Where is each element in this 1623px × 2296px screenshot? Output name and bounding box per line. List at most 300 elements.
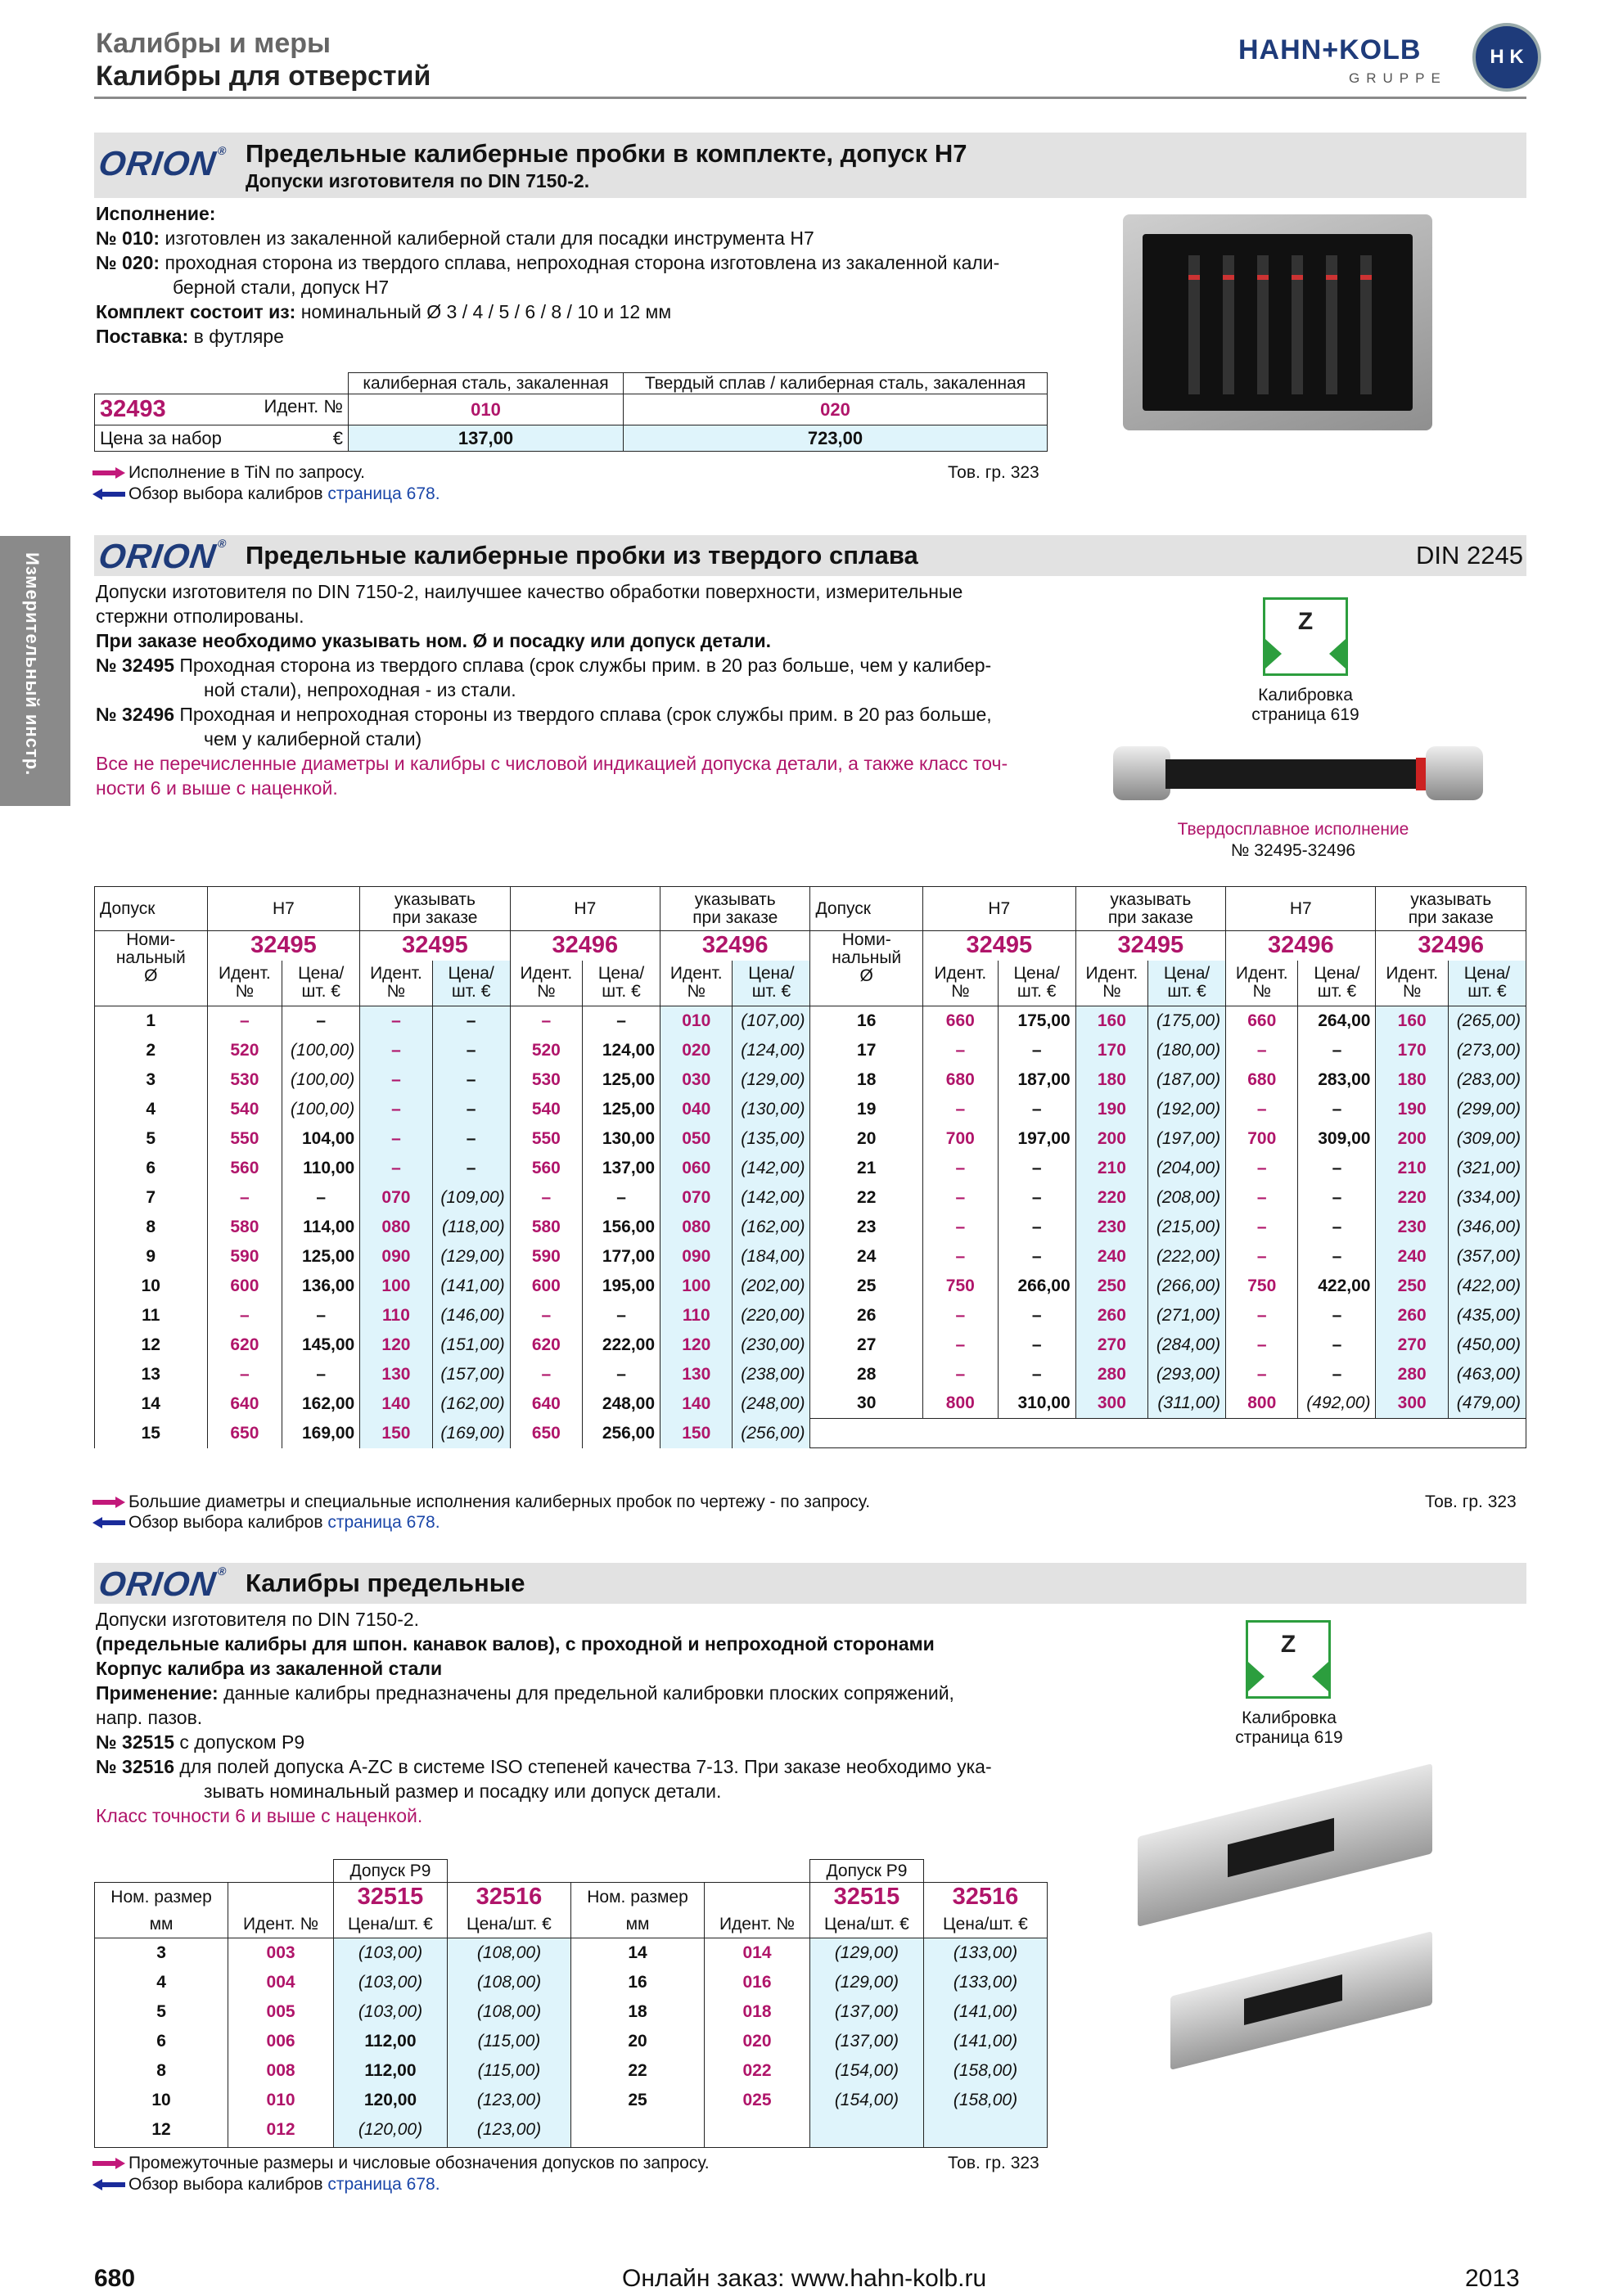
section1-description: Исполнение: № 010: изготовлен из закаленной калиберной стали для посадки инструмента H7 № 020: проходная сторона из твердого сплава, непроходная сторона изготовлена из закаленной кали- берной стали, допуск H7 Комплект состоит из: номинальный Ø 3 / 4 / 5 / 6 / 8 / 10 и 12 мм Поставка: в футляре [96,203,1000,347]
price-value: (311,00) [1148,1389,1226,1419]
price-value: – [1298,1360,1376,1389]
ident-number: 240 [1376,1242,1448,1272]
price-value: (141,00) [923,1997,1047,2027]
article-number: 32516 [447,1883,570,1912]
nominal-size: 10 [95,1272,208,1301]
ident-number: 200 [1075,1124,1147,1154]
col-header-price: Цена/ шт. € [583,961,660,1006]
col-header-tolerance: Допуск P9 [333,1860,447,1883]
section2-group: Тов. гр. 323 [1425,1492,1517,1511]
price-value: (154,00) [809,2056,923,2086]
table-row [95,1997,1048,2027]
table-cell [705,2145,810,2148]
ident-number: 130 [360,1360,432,1389]
price-value: (299,00) [1448,1095,1526,1124]
ident-number: 270 [1376,1330,1448,1360]
section3-description: Допуски изготовителя по DIN 7150-2. (предельные калибры для шпон. канавок валов), с проходной и непроходной сторонами Корпус калибра из закаленной стали Применение: данные калибры предназначены для предельной калибровки плоских сопряжений, напр. пазов. № 32515 с допуском P9 № 32516 для полей допуска A-ZC в системе ISO степеней качества 7-13. При заказе необходимо ука- зывать номинальный размер и посадку или допуск детали. Класс точности 6 и выше с наценкой. [96,1609,992,1826]
nominal-size: 4 [95,1968,228,1997]
table-row [95,1124,1526,1154]
price-value: (187,00) [1148,1065,1226,1095]
nominal-size: 9 [95,1242,208,1272]
price-value: (162,00) [733,1213,810,1242]
ident-number: 750 [922,1272,998,1301]
table-cell [809,2115,923,2145]
ident-number: 050 [660,1124,733,1154]
price-value: (115,00) [447,2027,570,2056]
price-value: – [998,1301,1075,1330]
col-header-ident: Идент. № [510,961,582,1006]
col-header-price: Цена/шт. € [809,1912,923,1938]
ident-number: – [1226,1183,1298,1213]
price-value: (184,00) [733,1242,810,1272]
price-value: – [583,1183,660,1213]
ident-number: 260 [1376,1301,1448,1330]
ident-number: 580 [207,1213,282,1242]
price-value: – [282,1301,360,1330]
price-value: – [583,1360,660,1389]
col-header-tolerance: Допуск [95,887,208,931]
col-header-unit: мм [570,1912,704,1938]
price-value: (450,00) [1448,1330,1526,1360]
ident-number: 620 [207,1330,282,1360]
nominal-size: 8 [95,2056,228,2086]
ident-number: – [207,1006,282,1036]
price-value: (273,00) [1448,1036,1526,1065]
table-cell [570,1860,809,1883]
table-cell [228,1883,334,1912]
ident-number: 210 [1376,1154,1448,1183]
col-header-unit: мм [95,1912,228,1938]
nominal-size: 22 [570,2056,704,2086]
ident-number: 040 [660,1095,733,1124]
ident-number: 110 [360,1301,432,1330]
table-row [95,1095,1526,1124]
col-header-nominal: Ном. размер [570,1883,704,1912]
ident-number: – [360,1065,432,1095]
nominal-size: 12 [95,2115,228,2145]
price-value: (142,00) [733,1154,810,1183]
table-cell [923,2145,1047,2148]
ident-number: 180 [1075,1065,1147,1095]
ident-number: 800 [1226,1389,1298,1419]
orion-logo: ORION® [96,144,228,182]
article-number: 32496 [1226,931,1376,961]
ident-number: 280 [1376,1360,1448,1389]
ident-number: 700 [922,1124,998,1154]
section3-note-sizes: Промежуточные размеры и числовые обозначения допусков по запросу. [92,2154,710,2173]
table-row [95,1006,1526,1036]
ident-number: 680 [1226,1065,1298,1095]
ident-number: 090 [660,1242,733,1272]
col-header-ident: Идент. № [360,961,432,1006]
brand-logo: HAHN+KOLB GRUPPE H K [1238,23,1541,93]
nominal-size: 30 [810,1389,923,1419]
ident-number: 680 [922,1065,998,1095]
nominal-size: 14 [570,1938,704,1968]
price-value: (109,00) [432,1183,510,1213]
price-value: 162,00 [282,1389,360,1419]
ident-number: 018 [705,1997,810,2027]
ident-number: 550 [510,1124,582,1154]
price-value: 256,00 [583,1419,660,1448]
price-value: 136,00 [282,1272,360,1301]
arrow-right-icon [92,1497,125,1508]
nominal-size: 20 [810,1124,923,1154]
article-number: 32515 [809,1883,923,1912]
nominal-size: 11 [95,1301,208,1330]
price-value: (100,00) [282,1095,360,1124]
set-price-table: калиберная сталь, закаленная Твердый сплав / калиберная сталь, закаленная 32493 Идент. № 010 020 Цена за набор € 137,00 723,00 [94,372,1048,452]
price-value: (293,00) [1148,1360,1226,1389]
ident-number: – [922,1154,998,1183]
col-header-tolerance: Допуск [810,887,923,931]
nominal-size: 18 [570,1997,704,2027]
ident-number: 010 [228,2086,334,2115]
ident-number: – [360,1095,432,1124]
ident-number: 030 [660,1065,733,1095]
price-value: (151,00) [432,1330,510,1360]
price-value: (158,00) [923,2086,1047,2115]
ident-number: 250 [1376,1272,1448,1301]
col-header-tolerance: H7 [510,887,660,931]
price-value: (215,00) [1148,1213,1226,1242]
price-value: (162,00) [432,1389,510,1419]
online-order-link[interactable]: Онлайн заказ: www.hahn-kolb.ru [622,2265,987,2292]
side-tab[interactable]: Измерительный инстр. [0,536,70,806]
orion-logo: ORION® [96,1564,228,1603]
price-value: – [432,1006,510,1036]
ident-number: – [207,1183,282,1213]
calibration-caption[interactable]: Калибровка страница 619 [1235,1708,1343,1747]
table-row [95,1154,1526,1183]
ident-number: 080 [360,1213,432,1242]
price-value: 264,00 [1298,1006,1376,1036]
nominal-size: 12 [95,1330,208,1360]
section3-note-link[interactable]: Обзор выбора калибров страница 678. [92,2175,440,2195]
price-value: (108,00) [447,1938,570,1968]
ident-number: 090 [360,1242,432,1272]
price-value: 283,00 [1298,1065,1376,1095]
price-value: (204,00) [1148,1154,1226,1183]
nominal-size: 28 [810,1360,923,1389]
ident-number: 520 [207,1036,282,1065]
nominal-size: 16 [570,1968,704,1997]
col-header-price: Цена/шт. € [333,1912,447,1938]
carbide-gauge-image [1113,745,1483,802]
table-row [95,1272,1526,1301]
nominal-size: 24 [810,1242,923,1272]
price-value: (123,00) [447,2086,570,2115]
price-value: (266,00) [1148,1272,1226,1301]
ident-number: 800 [922,1389,998,1419]
price-value: – [1298,1242,1376,1272]
ident-number: 700 [1226,1124,1298,1154]
price-value: (154,00) [809,2086,923,2115]
ident-number: – [360,1006,432,1036]
carbide-image-caption: Твердосплавное исполнение № 32495-32496 [1177,820,1409,860]
price-value: (158,00) [923,2056,1047,2086]
nominal-size: 3 [95,1065,208,1095]
col-header-tolerance: указывать при заказе [360,887,510,931]
ident-number: – [1226,1301,1298,1330]
price-value: – [998,1360,1075,1389]
article-number: 32495 [360,931,510,961]
nominal-size: 7 [95,1183,208,1213]
price-value: – [432,1154,510,1183]
ident-number: 620 [510,1330,582,1360]
col-header-tolerance: H7 [207,887,360,931]
price-value: – [282,1006,360,1036]
table-row [95,1065,1526,1095]
ident-number: – [1226,1360,1298,1389]
table-row [95,1036,1526,1065]
price-value: 195,00 [583,1272,660,1301]
table-cell [809,2145,923,2148]
table-row [95,1213,1526,1242]
ident-number: 530 [510,1065,582,1095]
section1-note-link[interactable]: Обзор выбора калибров страница 678. [92,484,440,504]
section1-title: Предельные калиберные пробки в комплекте, допуск H7 [246,139,967,168]
price-value: (141,00) [432,1272,510,1301]
price-value: – [1298,1036,1376,1065]
price-value: 169,00 [282,1419,360,1448]
price-value: 309,00 [1298,1124,1376,1154]
price-value: 310,00 [998,1389,1075,1419]
ident-number: – [922,1360,998,1389]
section3-title: Калибры предельные [246,1569,525,1597]
price-value: (321,00) [1448,1154,1526,1183]
arrow-right-icon [92,467,125,479]
article-number: 32515 [333,1883,447,1912]
price-value: (137,00) [809,1997,923,2027]
ident-number: 190 [1376,1095,1448,1124]
ident-number: 560 [510,1154,582,1183]
price-value: – [1298,1095,1376,1124]
price-value: (133,00) [923,1968,1047,1997]
nominal-size: 25 [810,1272,923,1301]
price-value: 112,00 [333,2027,447,2056]
col-header-ident: Идент. № [922,961,998,1006]
price-value: (124,00) [733,1036,810,1065]
price-value: (103,00) [333,1997,447,2027]
price-value: (118,00) [432,1213,510,1242]
table-cell [923,1860,1047,1883]
section1-group: Тов. гр. 323 [948,463,1039,482]
price-value: – [1298,1154,1376,1183]
ident-number: 020 [660,1036,733,1065]
article-number: 32496 [510,931,660,961]
price-value: 266,00 [998,1272,1075,1301]
article-number: 32495 [1075,931,1225,961]
price-value: (220,00) [733,1301,810,1330]
calibration-caption[interactable]: Калибровка страница 619 [1251,686,1359,724]
ident-number: 590 [510,1242,582,1272]
ident-number: 110 [660,1301,733,1330]
table-row [95,1360,1526,1389]
price-value: (146,00) [432,1301,510,1330]
col-header-tolerance: Допуск P9 [809,1860,923,1883]
ident-number: 006 [228,2027,334,2056]
price-value: – [998,1095,1075,1124]
ident-number: 270 [1075,1330,1147,1360]
arrow-left-icon [92,1517,125,1528]
subsection-title: Калибры для отверстий [96,61,431,92]
orion-logo: ORION® [96,537,228,575]
price-value: (192,00) [1148,1095,1226,1124]
ident-number: 070 [660,1183,733,1213]
table-row [95,1389,1526,1419]
price-value: (103,00) [333,1968,447,1997]
price-value: – [1298,1213,1376,1242]
ident-number: 550 [207,1124,282,1154]
ident-number: 540 [510,1095,582,1124]
ident-number: 650 [207,1419,282,1448]
col-header-ident: Идент. № [1376,961,1448,1006]
price-value: (135,00) [733,1124,810,1154]
ident-number: – [510,1183,582,1213]
col-header-tolerance: указывать при заказе [1376,887,1526,931]
price-value: (142,00) [733,1183,810,1213]
section2-note-link[interactable]: Обзор выбора калибров страница 678. [92,1513,440,1533]
ident-number: 160 [1376,1006,1448,1036]
nominal-size: 18 [810,1065,923,1095]
price-value: (248,00) [733,1389,810,1419]
price-value: (137,00) [809,2027,923,2056]
ident-number: – [360,1154,432,1183]
nominal-size: 23 [810,1213,923,1242]
price-value: – [998,1183,1075,1213]
nominal-size: 1 [95,1006,208,1036]
price-value: – [998,1036,1075,1065]
ident-number: 250 [1075,1272,1147,1301]
price-value: – [282,1360,360,1389]
nominal-size: 19 [810,1095,923,1124]
ident-number: 008 [228,2056,334,2086]
table-cell [570,2145,704,2148]
section3-header [94,1563,1526,1604]
ident-number: 300 [1075,1389,1147,1419]
ident-number: – [510,1360,582,1389]
ident-number: 150 [660,1419,733,1448]
nominal-size: 8 [95,1213,208,1242]
ident-number: 230 [1075,1213,1147,1242]
price-value: (169,00) [432,1419,510,1448]
col-header-price: Цена/шт. € [923,1912,1047,1938]
price-value: – [432,1095,510,1124]
ident-number: 022 [705,2056,810,2086]
table-cell [705,1883,810,1912]
ident-number: 025 [705,2086,810,2115]
price-value: 104,00 [282,1124,360,1154]
price-value: (230,00) [733,1330,810,1360]
price-value: (284,00) [1148,1330,1226,1360]
price-value: (108,00) [447,1968,570,1997]
price-value: 125,00 [282,1242,360,1272]
price-value: (115,00) [447,2056,570,2086]
col-header-ident: Идент. № [228,1912,334,1938]
nominal-size: 6 [95,2027,228,2056]
ident-number: – [922,1095,998,1124]
table-row [95,1330,1526,1360]
nominal-size: 5 [95,1997,228,2027]
col-header-tolerance: H7 [922,887,1075,931]
section2-header [94,535,1526,576]
price-value: 177,00 [583,1242,660,1272]
page-number: 680 [94,2265,136,2292]
col-header-price: Цена/ шт. € [1298,961,1376,1006]
col-header-ident: Идент. № [705,1912,810,1938]
ident-number: 640 [207,1389,282,1419]
price-value: 222,00 [583,1330,660,1360]
col-header-tolerance: указывать при заказе [1075,887,1225,931]
table-cell [923,2115,1047,2145]
price-value: (141,00) [923,2027,1047,2056]
nominal-size: 4 [95,1095,208,1124]
price-value: 130,00 [583,1124,660,1154]
price-value: 120,00 [333,2086,447,2115]
ident-number: – [360,1124,432,1154]
nominal-size: 14 [95,1389,208,1419]
price-value: – [583,1301,660,1330]
col-header-ident: Идент. № [207,961,282,1006]
section3-group: Тов. гр. 323 [948,2154,1039,2172]
ident-number: 590 [207,1242,282,1272]
ident-number: 160 [1075,1006,1147,1036]
price-value: 187,00 [998,1065,1075,1095]
ident-number: 660 [1226,1006,1298,1036]
ident-number: 300 [1376,1389,1448,1419]
col-header-price: Цена/ шт. € [1148,961,1226,1006]
nominal-size: 20 [570,2027,704,2056]
ident-number: 200 [1376,1124,1448,1154]
nominal-size: 16 [810,1006,923,1036]
nominal-size: 3 [95,1938,228,1968]
limit-gauge-table [94,1859,1048,2148]
price-value: (100,00) [282,1036,360,1065]
ident-number: 003 [228,1938,334,1968]
nominal-size: 13 [95,1360,208,1389]
plug-gauge-table [94,886,1526,1448]
price-value: (157,00) [432,1360,510,1389]
ident-number: 280 [1075,1360,1147,1389]
ident-number: – [922,1036,998,1065]
ident-number: 750 [1226,1272,1298,1301]
price-value: (346,00) [1448,1213,1526,1242]
ident-number: 004 [228,1968,334,1997]
table-row [95,1301,1526,1330]
price-value: – [583,1006,660,1036]
ident-number: 080 [660,1213,733,1242]
price-value: 248,00 [583,1389,660,1419]
ident-number: – [922,1183,998,1213]
price-value: – [998,1242,1075,1272]
table-row [95,2086,1048,2115]
col-header-tolerance: указывать при заказе [660,887,810,931]
ident-number: – [510,1301,582,1330]
table-row [95,1419,1526,1448]
nominal-size: 22 [810,1183,923,1213]
table-cell [810,1419,1526,1448]
ident-number: 150 [360,1419,432,1448]
ident-number: 260 [1075,1301,1147,1330]
arrow-left-icon [92,488,125,500]
table-cell [447,2145,570,2148]
ident-number: 170 [1075,1036,1147,1065]
price-value: (129,00) [809,1938,923,1968]
ident-number: 140 [360,1389,432,1419]
price-value: (129,00) [432,1242,510,1272]
arrow-right-icon [92,2158,125,2169]
